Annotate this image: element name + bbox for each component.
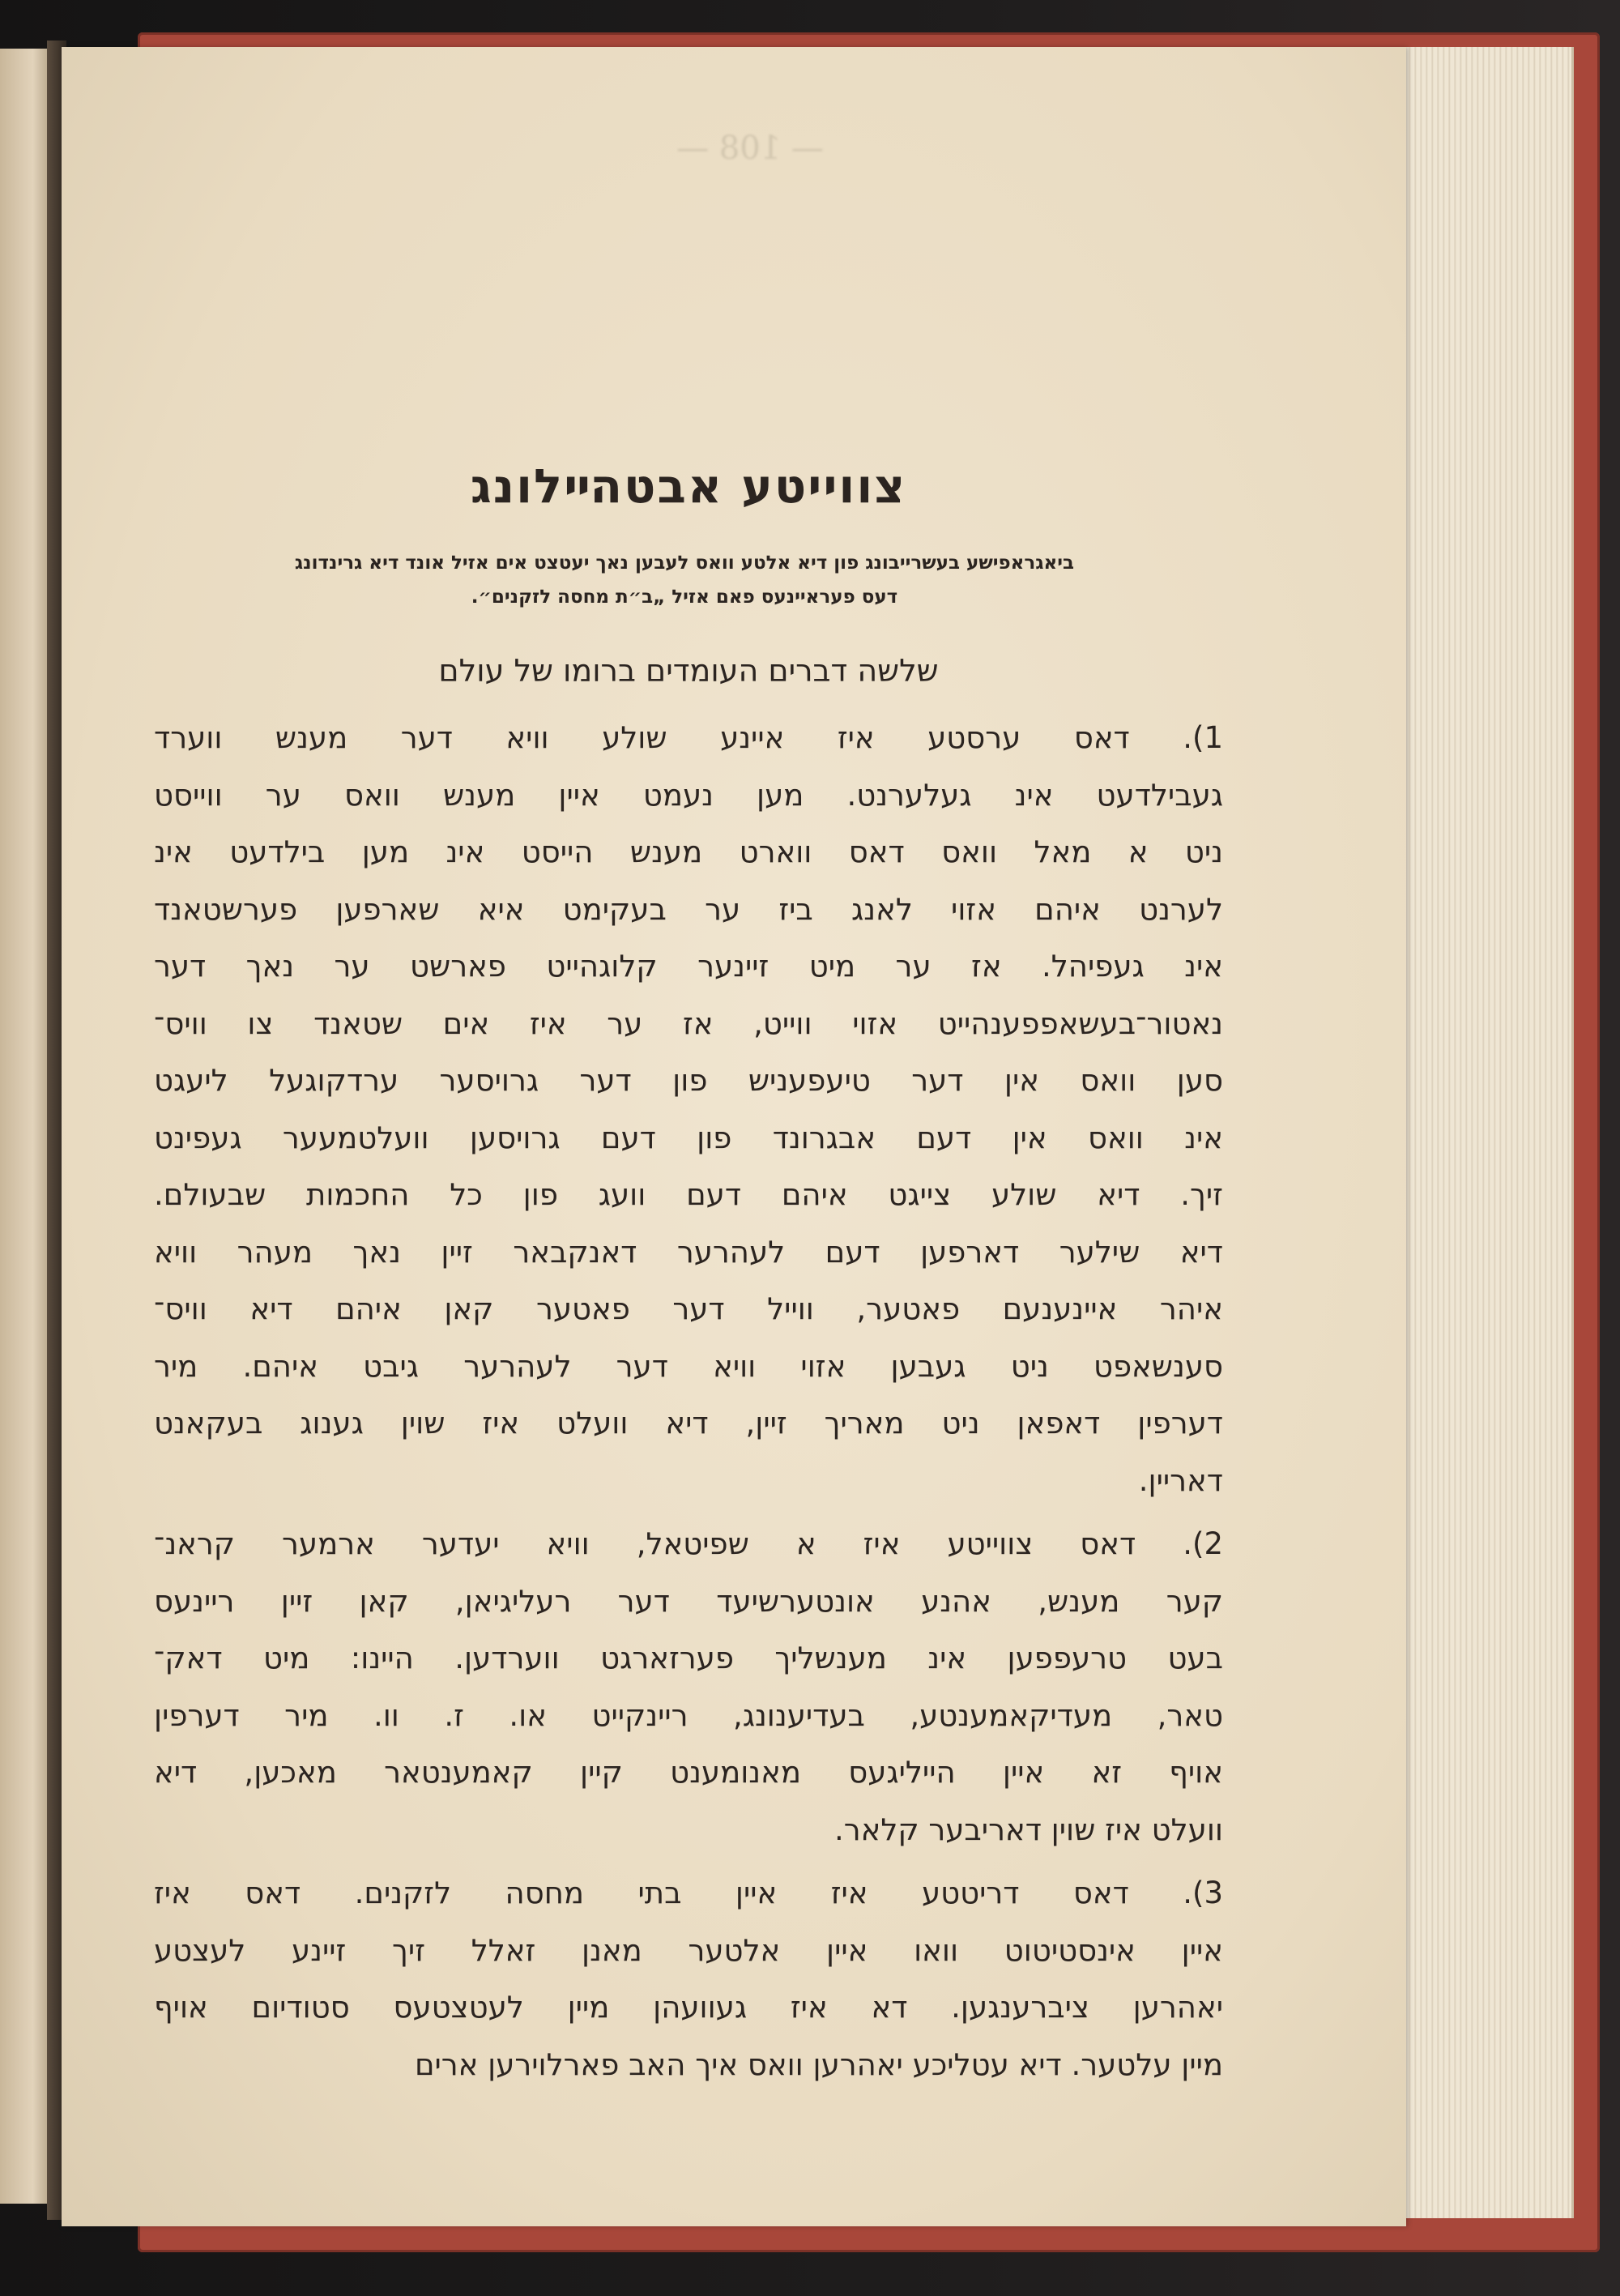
paragraph-line: זיך. דיא שולע צייגט איהם דעם וועג פון כל החכמות שבעולם.	[154, 1177, 1223, 1212]
chapter-title: צווייטע אבטהײלונג	[470, 459, 907, 514]
paragraph-line: וועלט איז שוין דאריבער קלאר.	[833, 1812, 1223, 1847]
paragraph-line: אינ וואס אין דעם אבגרונד פון דעם גרויסען וועלטמעער געפינט	[154, 1120, 1223, 1155]
paragraph-line: 1). דאס ערסטע איז איינע שולע וויא דער מענש ווערד	[154, 720, 1223, 755]
paragraph-line: לערנט איהם אזוי לאנג ביז ער בעקימט איא שארפען פערשטאנד	[154, 891, 1223, 927]
paragraph-line: 2). דאס צווייטע איז א שפיטאל, וויא יעדער ארמער קראנ־	[154, 1526, 1223, 1561]
paragraph-line: איין אינסטיטוט וואו איין אלטער מאנן זאלל זיך זיינע לעצטע	[154, 1932, 1223, 1968]
bleed-through-text	[175, 124, 1325, 189]
paragraph-line: אינ געפיהל. אז ער מיט זיינער קלוגהייט פארשט ער נאך דער	[154, 949, 1223, 984]
paragraph-line: נאטור־בעשאפפענהייט אזוי ווייט, אז ער איז אים שטאנד צו וויס־	[154, 1005, 1223, 1041]
paragraph	[154, 710, 1223, 1509]
paragraph-line: סענשאפט ניט געבען אזוי וויא דער לעהרער גיבט איהם. מיר	[154, 1348, 1223, 1384]
paragraph-line: דערפין דאפאן ניט מאריך זיין, דיא וועלט איז שוין גענוג בעקאנט	[154, 1406, 1223, 1440]
paragraph	[154, 1516, 1223, 1859]
subtitle-line: דעס פעראיינעס פאם אזיל „ב״ת מחסה לזקנים״.	[471, 587, 898, 608]
paragraph-line: קער מענש, אהנע אונטערשיעד דער רעליגיאן, קאן זיין ריינעס	[154, 1583, 1223, 1619]
paragraph-line: יאהרען ציברענגען. דא איז געוועהן מיין לעטצטעס סטודיום אויף	[154, 1990, 1223, 2025]
paragraph-line: דיא שילער דארפען דעם לעהרער דאנקבאר זיין נאך מעהר וויא	[154, 1234, 1223, 1270]
paragraph	[154, 1865, 1223, 2093]
paragraph-line: ניט א מאל וואס דאס ווארט מענש הייסט אינ מען בילדעט אינ	[154, 834, 1223, 869]
paragraph-line: טאר, מעדיקאמענטע, בעדיענונג, ריינקייט או. ז. וו. מיר דערפין	[154, 1697, 1223, 1733]
page-block-edges	[1377, 47, 1574, 2218]
paragraph-line: מיין עלטער. דיא עטליכע יאהרען וואס איך האב פארלוירען ארים	[414, 2046, 1223, 2082]
chapter-subtitle	[146, 546, 1223, 614]
paragraph-line: 3). דאס דריטטע איז איין בתי מחסה לזקנים. דאס איז	[154, 1876, 1223, 1910]
paragraph-line: סען וואס אין דער טיעפעניש פון דער גרויסער ערדקוגעל ליעגט	[154, 1063, 1223, 1098]
paragraphs	[154, 710, 1223, 2093]
paragraph-line: דאריין.	[1138, 1462, 1223, 1498]
paragraph-line: געבילדעט אינ געלערנט. מען נעמט איין מענש וואס ער ווייסט	[154, 777, 1223, 813]
bleed-page-number: — 108 —	[676, 130, 824, 167]
motto: שלשה דברים העומדים ברומו של עולם	[438, 653, 939, 689]
left-page-edge	[0, 49, 50, 2204]
subtitle-line: ביאגראפישע בעשרייבונג פון דיא אלטע וואס לעבען נאך יעטצט אים אזיל אונד דיא גרינדונג	[294, 553, 1075, 574]
page-content	[154, 454, 1223, 2100]
paragraph-line: בעט טרעפפען אינ מענשליך פערזארגט ווערדען. היינו: מיט דאק־	[154, 1641, 1223, 1675]
paragraph-line: אויף זא איין הייליגעס מאנומענט קיין קאמענטאר מאכען, דיא	[154, 1755, 1223, 1790]
paragraph-line: איהר איינענעם פאטער, ווייל דער פאטער קאן איהם דיא וויס־	[154, 1291, 1223, 1326]
